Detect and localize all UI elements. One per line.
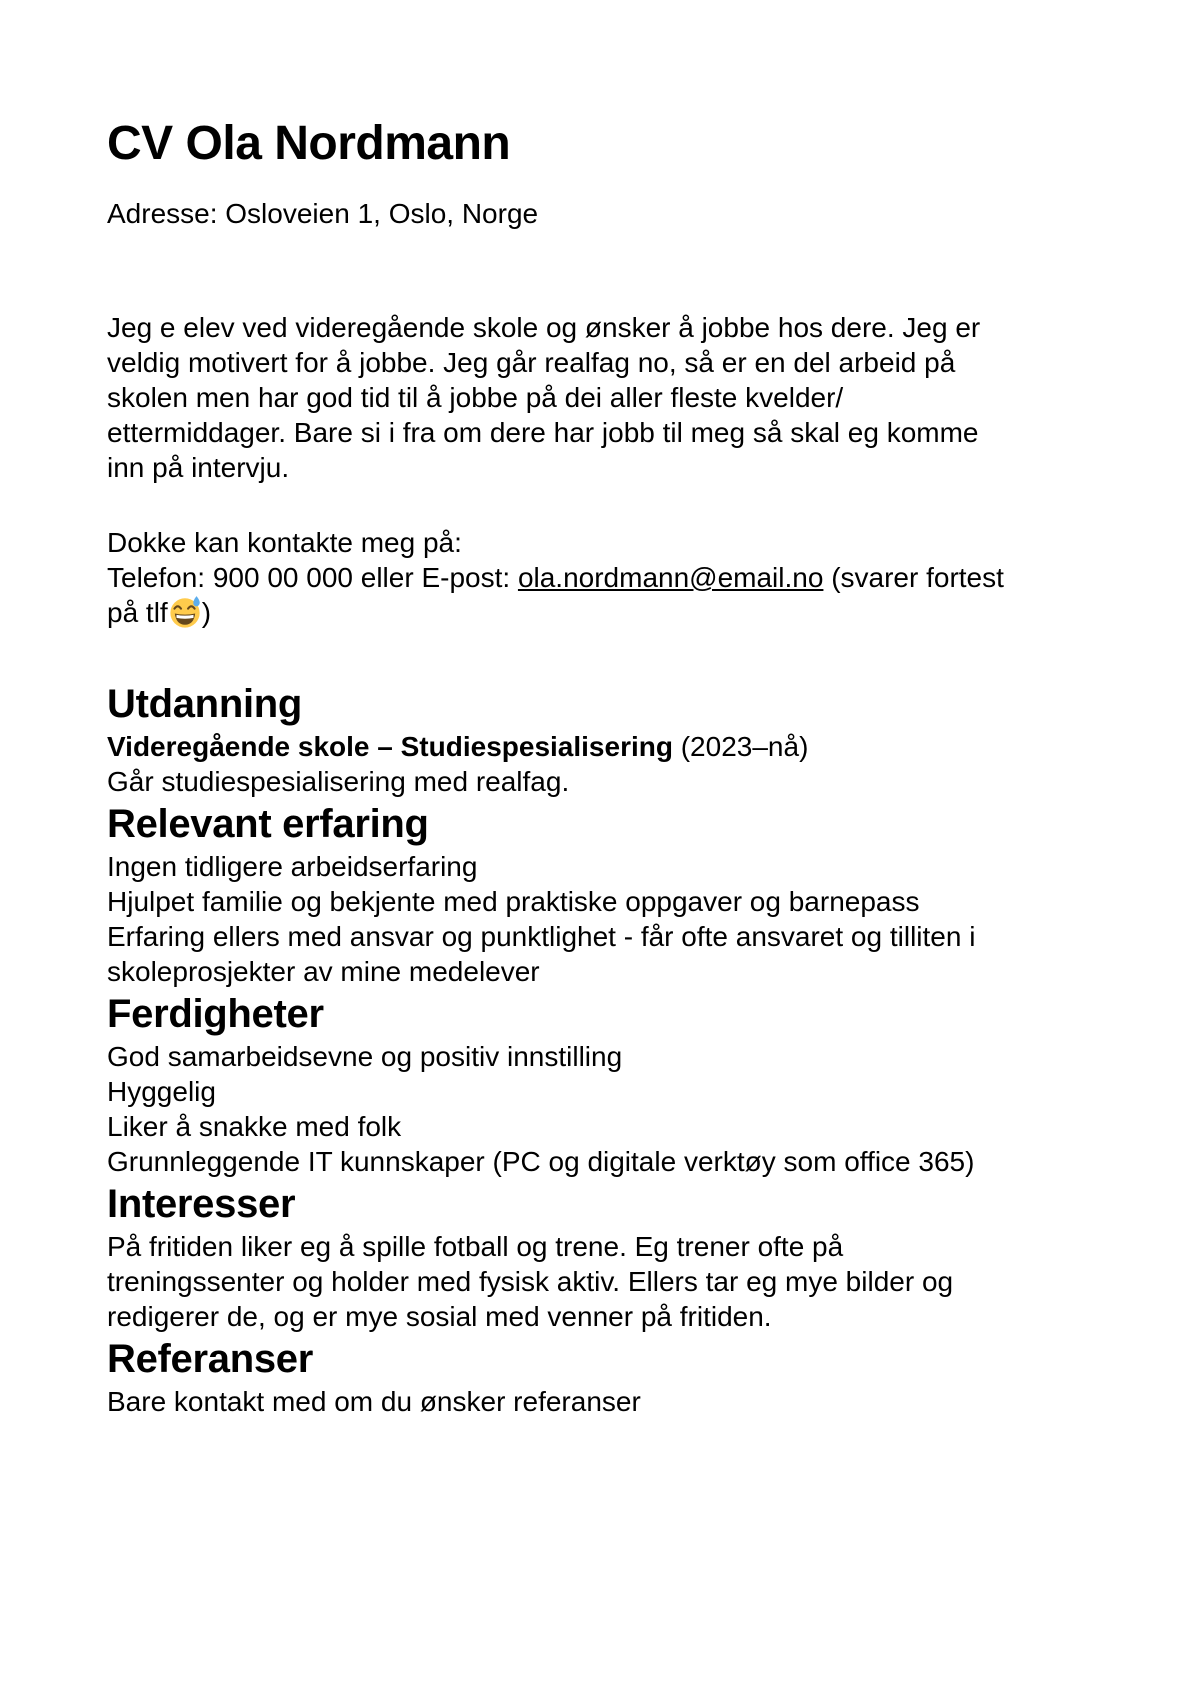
- intro-paragraph: [107, 310, 1117, 485]
- closing-text: på tlf: [107, 597, 168, 628]
- section-line: Bare kontakt med om du ønsker referanser: [107, 1386, 641, 1417]
- section-line: Erfaring ellers med ansvar og punktlighet - får ofte ansvaret og tilliten i: [107, 921, 976, 952]
- intro-line: veldig motivert for å jobbe. Jeg går realfag no, så er en del arbeid på: [107, 347, 956, 378]
- section-heading: Relevant erfaring: [107, 802, 429, 846]
- section-line: Går studiespesialisering med realfag.: [107, 766, 570, 797]
- section-heading: Ferdigheter: [107, 992, 324, 1036]
- section-ferdigheter: [107, 989, 1117, 1179]
- email-link[interactable]: ola.nordmann@email.no: [517, 562, 824, 593]
- cv-document: [107, 0, 1117, 1419]
- intro-line: inn på intervju.: [107, 452, 290, 483]
- education-entry-period: (2023–nå): [672, 731, 809, 762]
- section-line: redigerer de, og er mye sosial med venner på fritiden.: [107, 1301, 772, 1332]
- section-referanser: [107, 1334, 1117, 1419]
- intro-line: skolen men har god tid til å jobbe på dei aller fleste kvelder/: [107, 382, 844, 413]
- section-line: Hjulpet familie og bekjente med praktiske oppgaver og barnepass: [107, 886, 920, 917]
- intro-line: Jeg e elev ved videregående skole og ønsker å jobbe hos dere. Jeg er: [107, 312, 981, 343]
- section-line: Hyggelig: [107, 1076, 216, 1107]
- closing-paren-text: ): [201, 597, 212, 628]
- section-line: God samarbeidsevne og positiv innstilling: [107, 1041, 623, 1072]
- contact-closing-line: [107, 595, 1117, 630]
- after-email-text: (svarer fortest: [823, 562, 1004, 593]
- section-heading: Utdanning: [107, 682, 303, 726]
- section-heading: Referanser: [107, 1337, 314, 1381]
- contact-intro-line: Dokke kan kontakte meg på:: [107, 527, 462, 558]
- section-relevant-erfaring: [107, 799, 1117, 989]
- contact-phone-email-line: [107, 560, 1117, 595]
- grinning-face-with-sweat-emoji-icon: [168, 595, 202, 629]
- phone-text: Telefon: 900 00 000 eller E-post:: [107, 562, 518, 593]
- intro-line: ettermiddager. Bare si i fra om dere har jobb til meg så skal eg komme: [107, 417, 979, 448]
- section-line: Grunnleggende IT kunnskaper (PC og digitale verktøy som office 365): [107, 1146, 975, 1177]
- education-entry-line: [107, 729, 1117, 764]
- address-line: Adresse: Osloveien 1, Oslo, Norge: [107, 198, 539, 229]
- section-line: skoleprosjekter av mine medelever: [107, 956, 540, 987]
- contact-paragraph: [107, 525, 1117, 630]
- education-entry-title: Videregående skole – Studiespesialisering: [107, 731, 673, 762]
- section-line: treningssenter og holder med fysisk aktiv. Ellers tar eg mye bilder og: [107, 1266, 954, 1297]
- section-line: På fritiden liker eg å spille fotball og trene. Eg trener ofte på: [107, 1231, 844, 1262]
- section-utdanning: [107, 679, 1117, 799]
- document-title: CV Ola Nordmann: [107, 117, 511, 170]
- section-line: Ingen tidligere arbeidserfaring: [107, 851, 478, 882]
- section-heading: Interesser: [107, 1182, 296, 1226]
- section-line: Liker å snakke med folk: [107, 1111, 402, 1142]
- cv-sections: [107, 679, 1117, 1419]
- section-interesser: [107, 1179, 1117, 1334]
